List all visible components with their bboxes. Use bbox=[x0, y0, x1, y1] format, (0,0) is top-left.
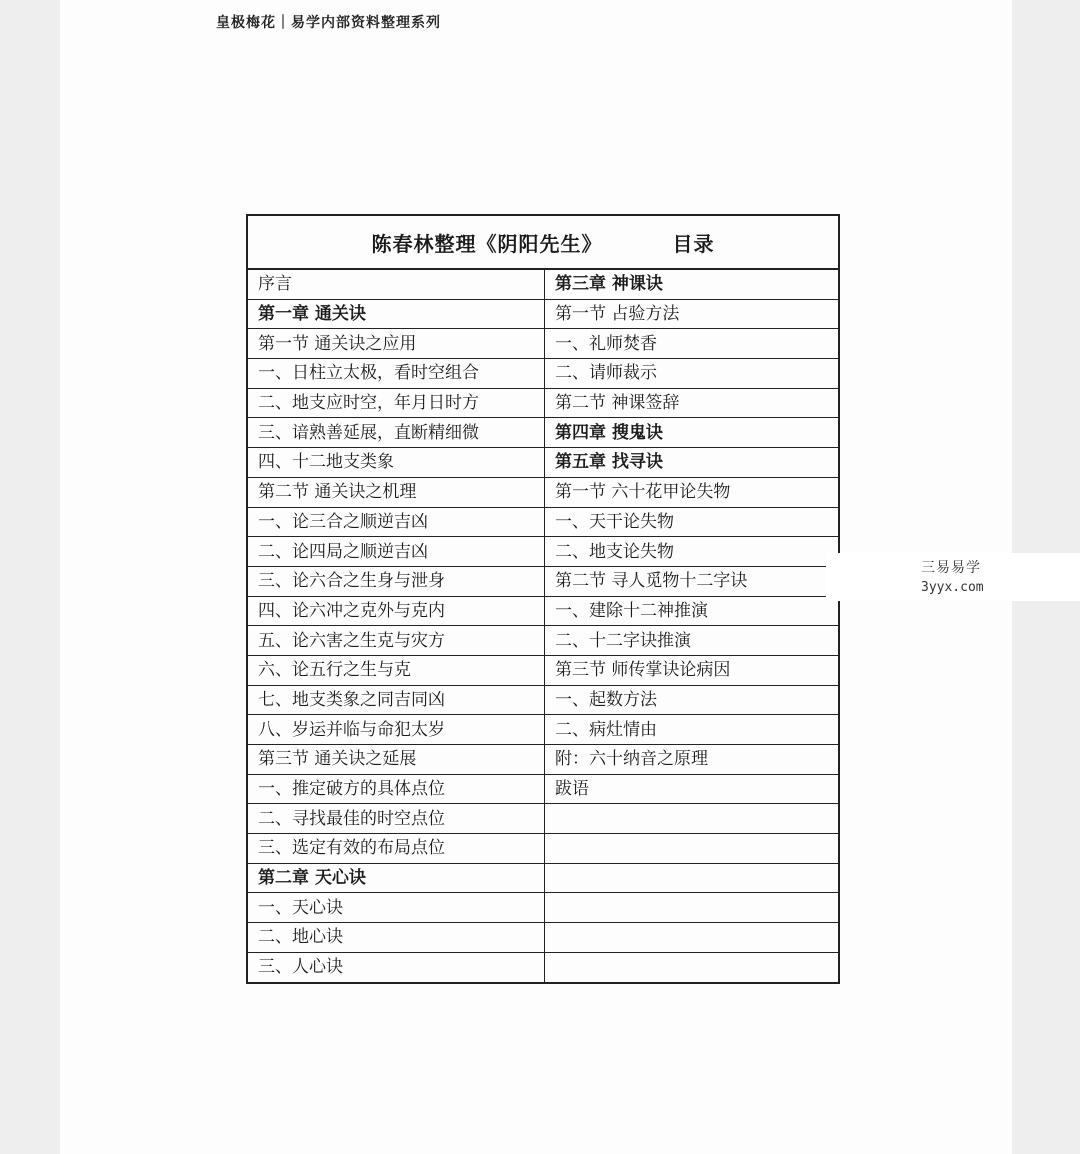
toc-row bbox=[247, 329, 839, 359]
toc-row bbox=[247, 566, 839, 596]
toc-entry-left: 三、论六合之生身与泄身 bbox=[247, 566, 545, 596]
toc-row bbox=[247, 834, 839, 864]
toc-entry-left: 四、十二地支类象 bbox=[247, 448, 545, 478]
toc-entry-left: 二、地支应时空，年月日时方 bbox=[247, 388, 545, 418]
toc-row bbox=[247, 863, 839, 893]
toc-body bbox=[247, 269, 839, 983]
toc-entry-right: 一、起数方法 bbox=[545, 685, 840, 715]
toc-entry-right: 跋语 bbox=[545, 774, 840, 804]
toc-entry-right: 二、地支论失物 bbox=[545, 537, 840, 567]
toc-entry-right: 第三节 师传掌诀论病因 bbox=[545, 655, 840, 685]
toc-row bbox=[247, 477, 839, 507]
toc-row bbox=[247, 715, 839, 745]
toc-entry-left: 第二节 通关诀之机理 bbox=[247, 477, 545, 507]
toc-entry-right bbox=[545, 834, 840, 864]
toc-entry-right bbox=[545, 923, 840, 953]
toc-entry-left: 三、谙熟善延展，直断精细微 bbox=[247, 418, 545, 448]
toc-title-cell bbox=[247, 215, 839, 269]
toc-row bbox=[247, 626, 839, 656]
toc-entry-right: 第一节 六十花甲论失物 bbox=[545, 477, 840, 507]
toc-entry-right: 二、请师裁示 bbox=[545, 359, 840, 389]
toc-entry-right bbox=[545, 952, 840, 982]
toc-entry-right: 一、礼师焚香 bbox=[545, 329, 840, 359]
toc-row bbox=[247, 596, 839, 626]
site-name: 三易易学 bbox=[921, 560, 981, 576]
toc-entry-left: 三、选定有效的布局点位 bbox=[247, 834, 545, 864]
toc-row bbox=[247, 507, 839, 537]
toc-entry-right: 二、十二字诀推演 bbox=[545, 626, 840, 656]
toc-row bbox=[247, 418, 839, 448]
toc-entry-left: 第一节 通关诀之应用 bbox=[247, 329, 545, 359]
toc-entry-left: 序言 bbox=[247, 269, 545, 299]
toc-row bbox=[247, 269, 839, 299]
toc-entry-right: 第一节 占验方法 bbox=[545, 299, 840, 329]
site-url: 3yyx.com bbox=[921, 580, 984, 595]
toc-entry-right: 第四章 搜鬼诀 bbox=[545, 418, 840, 448]
toc-row bbox=[247, 774, 839, 804]
toc-entry-right: 二、病灶情由 bbox=[545, 715, 840, 745]
toc-entry-left: 二、地心诀 bbox=[247, 923, 545, 953]
toc-entry-right: 一、建除十二神推演 bbox=[545, 596, 840, 626]
toc-entry-left: 第二章 天心诀 bbox=[247, 863, 545, 893]
toc-row bbox=[247, 388, 839, 418]
toc-entry-left: 一、日柱立太极，看时空组合 bbox=[247, 359, 545, 389]
toc-row bbox=[247, 745, 839, 775]
toc-title: 陈春林整理《阴阳先生》 bbox=[371, 231, 603, 256]
toc-entry-left: 第一章 通关诀 bbox=[247, 299, 545, 329]
toc-entry-left: 八、岁运并临与命犯太岁 bbox=[247, 715, 545, 745]
toc-row bbox=[247, 923, 839, 953]
toc-row bbox=[247, 952, 839, 982]
toc-entry-right: 第五章 找寻诀 bbox=[545, 448, 840, 478]
toc-entry-left: 七、地支类象之同吉同凶 bbox=[247, 685, 545, 715]
toc-row bbox=[247, 804, 839, 834]
toc-entry-right: 第二节 神课签辞 bbox=[545, 388, 840, 418]
toc-entry-left: 四、论六冲之克外与克内 bbox=[247, 596, 545, 626]
table-of-contents bbox=[246, 214, 840, 984]
toc-row bbox=[247, 537, 839, 567]
toc-entry-left: 第三节 通关诀之延展 bbox=[247, 745, 545, 775]
toc-entry-right: 一、天干论失物 bbox=[545, 507, 840, 537]
page-header: 皇极梅花｜易学内部资料整理系列 bbox=[216, 15, 441, 31]
toc-row bbox=[247, 685, 839, 715]
toc-entry-left: 二、寻找最佳的时空点位 bbox=[247, 804, 545, 834]
toc-entry-right bbox=[545, 893, 840, 923]
toc-entry-right bbox=[545, 804, 840, 834]
toc-entry-left: 五、论六害之生克与灾方 bbox=[247, 626, 545, 656]
toc-row bbox=[247, 893, 839, 923]
toc-row bbox=[247, 359, 839, 389]
toc-entry-left: 三、人心诀 bbox=[247, 952, 545, 982]
toc-entry-left: 六、论五行之生与克 bbox=[247, 655, 545, 685]
toc-entry-right bbox=[545, 863, 840, 893]
toc-entry-left: 一、推定破方的具体点位 bbox=[247, 774, 545, 804]
toc-row bbox=[247, 655, 839, 685]
toc-row bbox=[247, 299, 839, 329]
toc-entry-left: 二、论四局之顺逆吉凶 bbox=[247, 537, 545, 567]
toc-entry-right: 附：六十纳音之原理 bbox=[545, 745, 840, 775]
toc-entry-left: 一、论三合之顺逆吉凶 bbox=[247, 507, 545, 537]
toc-entry-left: 一、天心诀 bbox=[247, 893, 545, 923]
toc-entry-right: 第二节 寻人觅物十二字诀 bbox=[545, 566, 840, 596]
toc-entry-right: 第三章 神课诀 bbox=[545, 269, 840, 299]
toc-title-suffix: 目录 bbox=[672, 231, 715, 256]
toc-row bbox=[247, 448, 839, 478]
